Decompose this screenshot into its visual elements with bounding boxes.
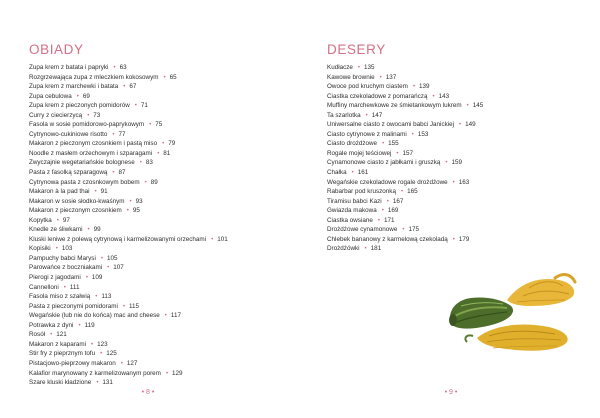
page-ref: 79 — [168, 140, 176, 148]
page-ref: 131 — [102, 379, 113, 387]
recipe-name: Potrawka z dyni — [29, 321, 74, 329]
recipe-name: Fasola miso z szałwią — [29, 293, 91, 301]
page-ref: 169 — [387, 207, 399, 215]
toc-entry — [327, 73, 483, 83]
recipe-name: Pistacjowo-pieprzowy makaron — [29, 359, 116, 367]
separator-dot-icon: • — [76, 93, 79, 100]
recipe-name: Pasta z fasolką szparagową — [29, 169, 108, 177]
page-ref: 115 — [129, 302, 140, 310]
separator-dot-icon: • — [78, 322, 81, 329]
toc-entry — [327, 197, 483, 207]
page-ref: 135 — [364, 64, 375, 71]
page-ref: 153 — [417, 130, 429, 138]
separator-dot-icon: • — [365, 112, 368, 119]
toc-entry — [327, 235, 483, 245]
separator-dot-icon: • — [164, 313, 167, 320]
toc-list-desery — [327, 63, 483, 254]
separator-dot-icon: • — [381, 208, 384, 215]
separator-dot-icon: • — [87, 227, 90, 234]
page-ref: 175 — [408, 226, 419, 234]
page-ref: 167 — [392, 197, 404, 205]
toc-entry — [327, 111, 483, 121]
toc-entry — [29, 235, 228, 245]
recipe-name: Zupa krem z batata i papryki — [29, 64, 109, 71]
recipe-name: Cytrynowo-cukiniowe risotto — [29, 130, 108, 138]
toc-entry — [327, 178, 483, 188]
separator-dot-icon: • — [162, 141, 165, 148]
page-ref: 181 — [370, 245, 382, 253]
separator-dot-icon: • — [50, 332, 53, 339]
toc-entry — [29, 168, 228, 178]
toc-entry — [327, 149, 483, 159]
toc-entry — [29, 330, 228, 340]
page-ref: 71 — [140, 102, 148, 110]
toc-entry — [29, 73, 228, 83]
recipe-name: Zupa krem z marchewki i batata — [29, 83, 119, 91]
toc-entry — [29, 225, 228, 235]
separator-dot-icon: • — [396, 150, 399, 157]
recipe-name: Drożdżówki — [327, 245, 360, 253]
toc-entry — [29, 311, 228, 321]
recipe-name: Zupa cebulowa — [29, 92, 72, 100]
toc-entry — [29, 216, 228, 226]
recipe-name: Cytrynowa pasta z czosnkowym bobem — [29, 178, 140, 186]
recipe-name: Knedle ze śliwkami — [29, 226, 83, 234]
recipe-name: Pierogi z jagodami — [29, 274, 81, 282]
separator-dot-icon: • — [459, 122, 462, 129]
toc-entry — [29, 92, 228, 102]
separator-dot-icon: • — [400, 189, 404, 196]
recipe-name: Makaron z pieczonym czosnkiem — [29, 207, 122, 215]
toc-entry — [29, 63, 228, 73]
page-ref: 179 — [458, 235, 470, 243]
recipe-name: Uniwersalne ciasto z owocami babci Janickiej — [327, 121, 455, 129]
recipe-name: Tiramisu babci Kazi — [327, 197, 382, 205]
toc-entry — [29, 120, 228, 130]
recipe-name: Rozgrzewająca zupa z mleczkiem kokosowym — [29, 73, 159, 81]
recipe-name: Ciastka owsiane — [327, 216, 373, 224]
recipe-name: Parowańce z boczniakami — [29, 264, 103, 272]
page-ref: 105 — [106, 254, 118, 262]
recipe-name: Chlebek bananowy z karmelową czekoladą — [327, 235, 448, 243]
toc-entry — [327, 206, 483, 216]
page-ref: 113 — [101, 293, 112, 301]
page-ref: 123 — [97, 340, 108, 348]
toc-entry — [29, 82, 228, 92]
toc-entry — [29, 359, 228, 369]
toc-entry — [29, 197, 228, 207]
section-title-desery: DESERY — [327, 42, 386, 57]
separator-dot-icon: • — [452, 179, 455, 186]
recipe-name: Ciastka czekoladowe z pomarańczą — [327, 92, 428, 100]
page-ref: 81 — [163, 149, 171, 157]
page-ref: 107 — [113, 264, 124, 272]
recipe-name: Stir fry z pieprznym tofu — [29, 350, 96, 358]
recipe-name: Makaron z pieczonym czosnkiem i pastą miso — [29, 140, 158, 148]
toc-entry — [29, 206, 228, 216]
page-ref: 165 — [407, 188, 418, 196]
separator-dot-icon: • — [466, 103, 469, 110]
separator-dot-icon: • — [123, 84, 126, 91]
separator-dot-icon: • — [129, 198, 132, 205]
separator-dot-icon: • — [56, 217, 59, 224]
separator-dot-icon: • — [452, 236, 455, 243]
separator-dot-icon: • — [163, 74, 166, 81]
separator-dot-icon: • — [112, 170, 115, 177]
page-ref: 67 — [129, 83, 137, 91]
recipe-name: Kopisiki — [29, 245, 51, 253]
toc-entry — [29, 139, 228, 149]
recipe-name: Ciasto drożdżowe — [327, 140, 378, 148]
separator-dot-icon: • — [432, 93, 435, 100]
flower-icon — [465, 325, 567, 351]
toc-entry — [327, 92, 483, 102]
separator-dot-icon: • — [157, 150, 160, 157]
recipe-name: Wegańskie czekoladowe rogale drożdżowe — [327, 178, 448, 186]
toc-entry — [327, 82, 483, 92]
recipe-name: Szare kluski kładzione — [29, 379, 92, 387]
page-ref: 95 — [132, 207, 140, 215]
separator-dot-icon: • — [357, 65, 361, 71]
toc-entry — [327, 244, 483, 254]
toc-entry — [327, 216, 483, 226]
page-ref: 77 — [118, 130, 126, 138]
recipe-name: Owoce pod kruchym ciastem — [327, 83, 408, 91]
toc-entry — [327, 168, 483, 178]
separator-dot-icon: • — [100, 255, 103, 262]
page-ref: 163 — [458, 178, 470, 186]
toc-entry — [29, 378, 228, 388]
separator-dot-icon: • — [211, 236, 214, 243]
toc-entry — [29, 130, 228, 140]
page-ref: 65 — [169, 73, 177, 81]
recipe-name: Curry z ciecierzycą — [29, 111, 83, 119]
page-ref: 97 — [62, 216, 70, 224]
separator-dot-icon: • — [122, 303, 126, 310]
separator-dot-icon: • — [63, 284, 66, 291]
page-number: • 9 • — [444, 389, 458, 396]
toc-entry — [29, 283, 228, 293]
recipe-name: Makaron z kaparami — [29, 340, 87, 348]
page-ref: 103 — [61, 245, 73, 253]
recipe-name: Rosół — [29, 331, 46, 339]
separator-dot-icon: • — [165, 370, 169, 377]
toc-entry — [29, 340, 228, 350]
recipe-name: Zupa krem z pieczonych pomidorów — [29, 102, 130, 110]
toc-entry — [327, 139, 483, 149]
toc-entry — [29, 349, 228, 359]
separator-dot-icon: • — [113, 65, 116, 71]
separator-dot-icon: • — [55, 246, 58, 253]
page-ref: 127 — [126, 359, 138, 367]
toc-entry — [29, 263, 228, 273]
toc-entry — [327, 130, 483, 140]
page-ref: 171 — [383, 216, 395, 224]
page-ref: 125 — [106, 350, 117, 358]
zucchini-icon — [449, 297, 513, 328]
toc-entry — [29, 111, 228, 121]
page-ref: 149 — [465, 121, 476, 129]
page-ref: 99 — [93, 226, 101, 234]
separator-dot-icon: • — [112, 131, 115, 138]
page-ref: 159 — [451, 159, 463, 167]
flower-icon — [507, 275, 575, 306]
page-ref: 161 — [357, 169, 369, 177]
recipe-name: Rabarbar pod kruszonką — [327, 188, 396, 196]
separator-dot-icon: • — [95, 294, 98, 301]
separator-dot-icon: • — [134, 103, 137, 110]
toc-entry — [29, 302, 228, 312]
separator-dot-icon: • — [94, 189, 97, 196]
page-ref: 93 — [135, 197, 143, 205]
page-ref: 137 — [385, 73, 397, 81]
toc-list-obiady — [29, 63, 228, 388]
page-ref: 119 — [84, 321, 95, 329]
zucchini-with-blossoms-icon — [437, 266, 587, 356]
page-ref: 63 — [119, 64, 127, 71]
recipe-name: Ciasto cytrynowe z malinami — [327, 130, 407, 138]
recipe-name: Muffiny marchewkowe ze śmietankowym lukrem — [327, 102, 462, 110]
toc-entry — [29, 158, 228, 168]
page-ref: 83 — [145, 159, 153, 167]
page-ref: 121 — [56, 331, 67, 339]
recipe-name: Gwiazda makowa — [327, 207, 377, 215]
separator-dot-icon: • — [382, 141, 385, 148]
toc-entry — [29, 369, 228, 379]
section-title-obiady: OBIADY — [29, 42, 84, 57]
page-ref: 117 — [170, 312, 181, 320]
separator-dot-icon: • — [411, 131, 414, 138]
page-ref: 157 — [402, 149, 414, 157]
toc-entry — [29, 254, 228, 264]
page-ref: 87 — [118, 169, 126, 177]
recipe-name: Kalafior marynowany z karmelizowanym porem — [29, 369, 161, 377]
toc-entry — [29, 149, 228, 159]
toc-entry — [29, 187, 228, 197]
page-ref: 75 — [155, 121, 163, 129]
toc-entry — [327, 101, 483, 111]
recipe-name: Kopytka — [29, 216, 52, 224]
page-ref: 145 — [472, 102, 484, 110]
separator-dot-icon: • — [386, 198, 389, 205]
toc-entry — [29, 273, 228, 283]
toc-entry — [327, 120, 483, 130]
separator-dot-icon: • — [379, 74, 382, 81]
separator-dot-icon: • — [120, 360, 123, 367]
recipe-name: Chałka — [327, 169, 347, 177]
toc-entry — [327, 225, 483, 235]
page-ref: 101 — [217, 235, 228, 243]
separator-dot-icon: • — [364, 246, 367, 253]
separator-dot-icon: • — [351, 170, 354, 177]
toc-entry — [29, 321, 228, 331]
separator-dot-icon: • — [96, 380, 99, 387]
toc-entry — [29, 244, 228, 254]
recipe-name: Pampuchy babci Marysi — [29, 254, 96, 262]
recipe-name: Kluski leniwe z polewą cytrynową i karmelizowanymi orzechami — [29, 235, 207, 243]
recipe-name: Wegańskie (lub nie do końca) mac and cheese — [29, 312, 160, 320]
page-number: • 8 • — [141, 389, 155, 396]
separator-dot-icon: • — [87, 112, 90, 119]
separator-dot-icon: • — [412, 84, 415, 91]
recipe-name: Rogale mojej teściowej — [327, 149, 392, 157]
page-ref: 111 — [69, 283, 80, 291]
recipe-name: Kawowe brownie — [327, 73, 375, 81]
recipe-name: Pasta z pieczonymi pomidorami — [29, 302, 118, 310]
toc-entry — [327, 187, 483, 197]
recipe-name: Cynamonowe ciasto z jabłkami i gruszką — [327, 159, 441, 167]
recipe-name: Makaron w sosie słodko-kwaśnym — [29, 197, 125, 205]
recipe-name: Drożdżowe cynamonowe — [327, 226, 398, 234]
page-ref: 109 — [91, 274, 103, 282]
toc-entry — [29, 178, 228, 188]
recipe-name: Zwyczajnie wegetariańskie bolognese — [29, 159, 135, 167]
page-ref: 129 — [172, 369, 183, 377]
page-ref: 91 — [100, 188, 108, 196]
toc-entry — [29, 101, 228, 111]
recipe-name: Ta szarlotka — [327, 111, 361, 119]
page-ref: 69 — [82, 92, 90, 100]
recipe-name: Makaron à la pad thai — [29, 188, 90, 196]
page-ref: 73 — [93, 111, 101, 119]
separator-dot-icon: • — [377, 217, 380, 224]
separator-dot-icon: • — [126, 208, 129, 215]
recipe-name: Kudłacze — [327, 64, 353, 71]
separator-dot-icon: • — [107, 265, 110, 272]
separator-dot-icon: • — [100, 351, 103, 358]
recipe-name: Noodle z masłem orzechowym i szparagami — [29, 149, 153, 157]
toc-entry — [327, 158, 483, 168]
page-ref: 143 — [438, 92, 450, 100]
page-ref: 147 — [371, 111, 383, 119]
page-ref: 139 — [418, 83, 430, 91]
separator-dot-icon: • — [402, 227, 405, 234]
recipe-name: Fasola w sosie pomidorowo-paprykowym — [29, 121, 145, 129]
recipe-name: Cannelloni — [29, 283, 59, 291]
separator-dot-icon: • — [91, 341, 94, 348]
separator-dot-icon: • — [445, 160, 448, 167]
toc-entry — [29, 292, 228, 302]
page-ref: 89 — [150, 178, 158, 186]
separator-dot-icon: • — [149, 122, 152, 129]
separator-dot-icon: • — [139, 160, 142, 167]
page-ref: 155 — [388, 140, 399, 148]
separator-dot-icon: • — [85, 275, 88, 282]
toc-entry — [327, 63, 483, 73]
separator-dot-icon: • — [144, 179, 147, 186]
